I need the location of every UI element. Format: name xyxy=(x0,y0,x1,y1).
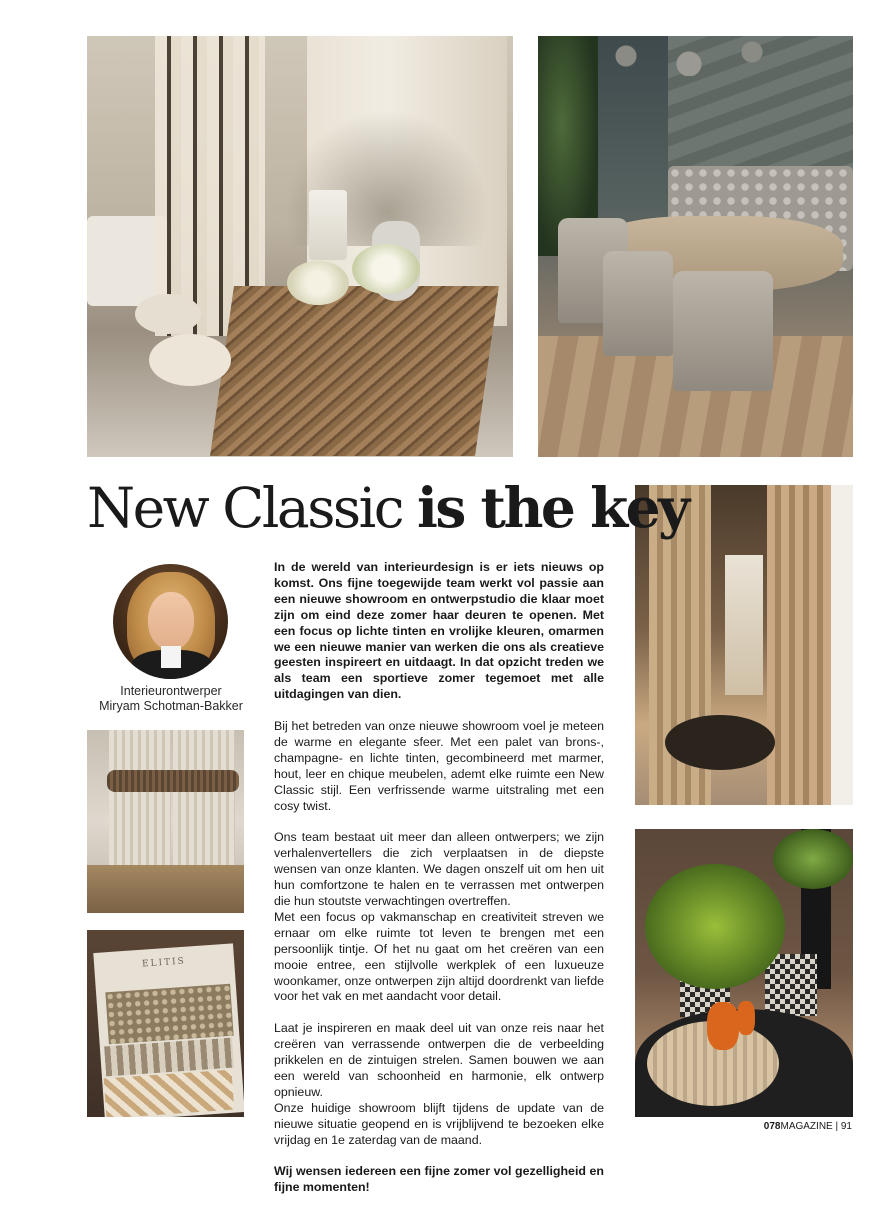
page-footer xyxy=(764,1121,852,1132)
footer-magazine: MAGAZINE xyxy=(780,1121,833,1132)
page-number: 91 xyxy=(840,1121,852,1132)
footer-brand: 078 xyxy=(763,1121,781,1132)
footer-separator: | xyxy=(832,1121,841,1132)
showroom-table-photo xyxy=(87,36,513,457)
fabric-swatch-photo xyxy=(87,930,244,1117)
article-closing: Wij wensen iedereen een fijne zomer vol gezelligheid en fijne momenten! xyxy=(274,1164,604,1195)
author-caption xyxy=(92,684,250,714)
author-portrait xyxy=(113,564,228,679)
headline-bold: is the key xyxy=(417,475,688,540)
article-paragraph: Ons team bestaat uit meer dan alleen ontwerpers; we zijn verhalenvertellers die zich verplaatsen in de diepste wensen van onze klanten. We dagen onszelf uit om hen uit hun comfortzone te halen en te verrassen met ontwerpen die hun stoutste verwachtingen overtreffen. xyxy=(274,830,604,908)
author-name: Miryam Schotman-Bakker xyxy=(99,699,243,713)
article-paragraph: Bij het betreden van onze nieuwe showroom voel je meteen de warme en elegante sfeer. Met een palet van brons-, champagne- en lichte tinten, gecombineerd met marmer, hout, leer en chique meubelen, ademt elke ruimte een New Classic stijl. Een verfrissende warme uitstraling met een cosy twist. xyxy=(274,719,604,813)
dining-room-photo xyxy=(538,36,853,457)
article-intro: In de wereld van interieurdesign is er iets nieuws op komst. Ons fijne toegewijde team werkt vol passie aan een nieuwe showroom en ontwerpstudio die klaar moet zijn om eind deze zomer haar deuren te openen. Met een focus op lichte tinten en vrolijke kleuren, omarmen we een nieuwe manier van werken die ons als creatieve geesten inspireert en uitdaagt. In dat opzicht treden we als team een sportieve zomer tegemoet met alle uitdagingen van dien. xyxy=(274,560,604,702)
swatch-brand-label: ELITIS xyxy=(141,956,187,970)
article-body xyxy=(274,560,604,1212)
author-role: Interieurontwerper xyxy=(120,684,222,698)
headline-regular: New Classic xyxy=(87,476,418,540)
article-headline xyxy=(87,476,688,540)
article-paragraph: Met een focus op vakmanschap en creativiteit streven we ernaar om elke ruimte tot leven te brengen met een persoonlijk tintje. Of het nu gaat om het creëren van een mooie entree, een stijlvolle werkplek of een luxueuze woonkamer, onze ontwerpen zijn altijd doordrenkt van liefde voor het vak en met aandacht voor detail. xyxy=(274,909,604,1004)
round-table-orange-vases-photo xyxy=(635,829,853,1117)
curtain-fringe-photo xyxy=(87,730,244,913)
article-paragraph: Laat je inspireren en maak deel uit van onze reis naar het creëren van verrassende ontwerpen die de verbeelding prikkelen en de zintuigen strelen. Samen bouwen we aan een wereld van schoonheid en harmonie, elk ontwerp opnieuw. xyxy=(274,1021,604,1099)
article-paragraph: Onze huidige showroom blijft tijdens de update van de nieuwe situatie geopend en is vrijblijvend te bezoeken elke vrijdag en 1e zaterdag van de maand. xyxy=(274,1100,604,1147)
